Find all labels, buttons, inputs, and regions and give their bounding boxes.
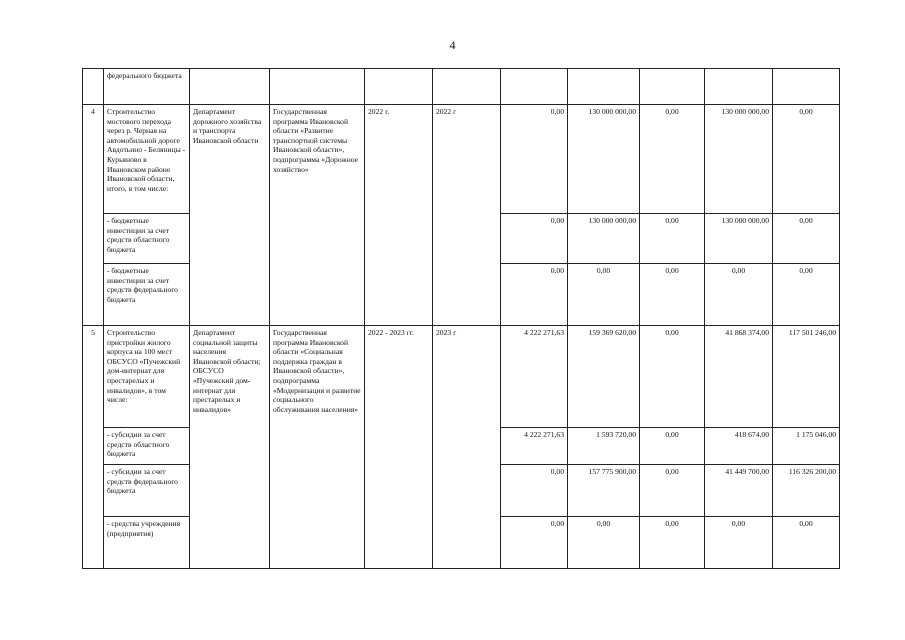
cell-period: 2022 - 2023 гг. [365,326,433,569]
cell-value: 0,00 [705,517,773,569]
cell-name: - субсидии за счет средств областного бюджета [104,428,190,465]
cell-num [83,69,104,105]
cell-value: 0,00 [640,517,705,569]
cell-period [365,69,433,105]
cell-executor: Департамент социальной защиты населения Ивановской области; ОБСУСО «Пучежский дом-интернат для престарелых и инвалидов» [190,326,270,569]
cell-value: 157 775 900,00 [568,465,640,517]
cell-completion [433,69,501,105]
cell-period: 2022 г. [365,105,433,326]
cell-value: 0,00 [640,465,705,517]
page-number: 4 [449,38,456,52]
table-row [83,105,840,214]
cell-value [640,69,705,105]
cell-value: 0,00 [501,465,568,517]
cell-value: 116 326 200,00 [773,465,840,517]
cell-value: 0,00 [568,517,640,569]
cell-value: 4 222 271,63 [501,428,568,465]
investment-table [82,68,840,569]
cell-value [501,69,568,105]
cell-value: 0,00 [640,326,705,428]
cell-value: 0,00 [501,264,568,326]
cell-value: 41 449 700,00 [705,465,773,517]
cell-value: 418 674,00 [705,428,773,465]
cell-value: 0,00 [501,105,568,214]
cell-value: 0,00 [773,105,840,214]
cell-value: 130 000 000,00 [705,214,773,264]
cell-value: 0,00 [773,214,840,264]
cell-name: Строительство мостового перехода через р. Черная на автомобильной дороге Авдотьино - Беляницы - Курьяново в Ивановском районе Ивановской области, итого, в том числе: [104,105,190,214]
cell-value: 0,00 [640,428,705,465]
cell-name: федерального бюджета [104,69,190,105]
cell-value: 0,00 [773,517,840,569]
cell-name: - бюджетные инвестиции за счет средств федерального бюджета [104,264,190,326]
cell-value: 1 175 046,00 [773,428,840,465]
cell-value: 1 593 720,00 [568,428,640,465]
cell-value [568,69,640,105]
cell-program: Государственная программа Ивановской области «Социальная поддержка граждан в Ивановской области», подпрограмма «Модернизация и развитие социального обслуживания населения» [270,326,365,569]
cell-value: 0,00 [773,264,840,326]
cell-value [773,69,840,105]
cell-value: 0,00 [501,517,568,569]
cell-num: 5 [83,326,104,569]
cell-completion: 2022 г [433,105,501,326]
cell-value: 130 000 000,00 [705,105,773,214]
cell-value: 0,00 [640,264,705,326]
cell-value: 159 369 620,00 [568,326,640,428]
cell-value: 0,00 [705,264,773,326]
cell-value: 0,00 [640,105,705,214]
cell-num: 4 [83,105,104,326]
cell-program [270,69,365,105]
cell-value: 4 222 271,63 [501,326,568,428]
cell-executor: Департамент дорожного хозяйства и транспорта Ивановской области [190,105,270,326]
table-row [83,69,840,105]
cell-value: 117 501 246,00 [773,326,840,428]
cell-value: 41 868 374,00 [705,326,773,428]
cell-program: Государственная программа Ивановской области «Развитие транспортной системы Ивановской области», подпрограмма «Дорожное хозяйство» [270,105,365,326]
cell-value: 130 000 000,00 [568,105,640,214]
cell-value: 0,00 [501,214,568,264]
table-row [83,326,840,428]
cell-name: Строительство пристройки жилого корпуса на 100 мест ОБСУСО «Пучежский дом-интернат для престарелых и инвалидов», в том числе: [104,326,190,428]
cell-name: - бюджетные инвестиции за счет средств областного бюджета [104,214,190,264]
cell-value: 130 000 000,00 [568,214,640,264]
cell-executor [190,69,270,105]
cell-value: 0,00 [640,214,705,264]
cell-value: 0,00 [568,264,640,326]
cell-value [705,69,773,105]
cell-name: - средства учреждения (предприятия) [104,517,190,569]
cell-name: - субсидии за счет средств федерального бюджета [104,465,190,517]
cell-completion: 2023 г [433,326,501,569]
